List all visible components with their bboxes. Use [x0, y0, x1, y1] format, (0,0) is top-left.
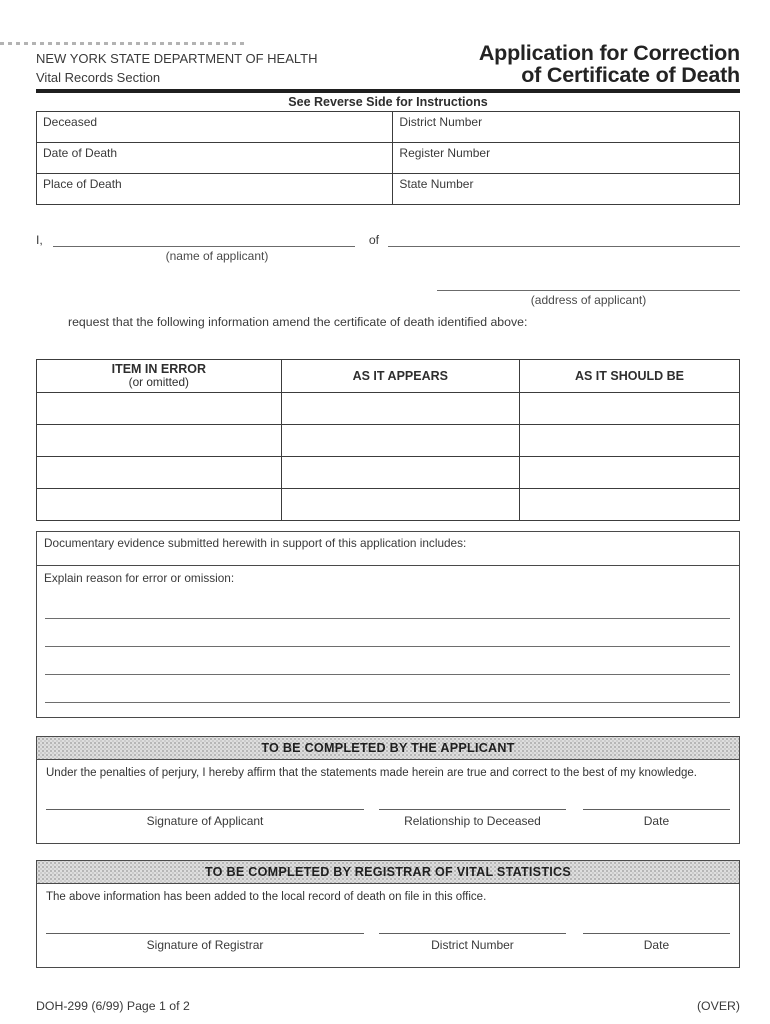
correction-cell[interactable]: [519, 424, 739, 456]
applicant-address-line-2[interactable]: [437, 277, 740, 291]
reason-ruled-line[interactable]: [45, 619, 730, 647]
correction-cell[interactable]: [37, 392, 282, 424]
correction-row: [37, 488, 740, 520]
over-label: (OVER): [696, 998, 740, 1013]
correction-cell[interactable]: [281, 456, 519, 488]
correction-cell[interactable]: [281, 424, 519, 456]
field-label: Deceased: [43, 114, 98, 129]
registrar-district-number-field: [379, 933, 566, 952]
signature-of-registrar-field: [46, 933, 364, 952]
agency-name: NEW YORK STATE DEPARTMENT OF HEALTH: [36, 51, 318, 67]
field-label: Place of Death: [43, 176, 122, 191]
registrar-section-body: [37, 884, 739, 967]
evidence-box: [36, 531, 740, 718]
correction-cell[interactable]: [281, 392, 519, 424]
form-title: [479, 42, 740, 87]
reason-ruled-line[interactable]: [45, 647, 730, 675]
address-caption: (address of applicant): [530, 292, 647, 307]
correction-row: [37, 456, 740, 488]
header-line2: (or omitted): [128, 375, 189, 390]
signature-line[interactable]: [46, 933, 364, 934]
signature-line[interactable]: [583, 809, 730, 810]
field-date-of-death[interactable]: [37, 142, 393, 173]
correction-header-row: [37, 359, 740, 392]
field-register-number[interactable]: [393, 142, 740, 173]
reason-ruled-line[interactable]: [45, 675, 730, 703]
statement-prefix: I,: [36, 232, 43, 247]
documentary-evidence-field[interactable]: [37, 532, 739, 566]
table-row: [37, 142, 740, 173]
signature-of-applicant-field: [46, 809, 364, 828]
correction-cell[interactable]: [519, 392, 739, 424]
signature-label: District Number: [431, 937, 514, 952]
form-footer: [36, 999, 740, 1013]
header-line1: AS IT SHOULD BE: [574, 368, 684, 383]
header-rule: [36, 89, 740, 93]
signature-line[interactable]: [46, 809, 364, 810]
form-header: [36, 42, 740, 87]
header-item-in-error: [37, 359, 282, 392]
registrar-completion-box: [36, 860, 740, 968]
deceased-info-table: [36, 111, 740, 205]
header-as-it-appears: [281, 359, 519, 392]
correction-cell[interactable]: [281, 488, 519, 520]
field-label: District Number: [399, 114, 483, 129]
signature-line[interactable]: [583, 933, 730, 934]
field-label: Date of Death: [43, 145, 118, 160]
registrar-section-header: TO BE COMPLETED BY REGISTRAR OF VITAL STATISTICS: [37, 861, 739, 884]
applicant-completion-box: [36, 736, 740, 844]
correction-row: [37, 424, 740, 456]
field-label: State Number: [399, 176, 474, 191]
applicant-name-line[interactable]: [53, 233, 355, 247]
correction-table: [36, 359, 740, 521]
signature-label: Date: [643, 813, 670, 828]
applicant-address-line-1[interactable]: [388, 233, 740, 247]
registrar-signature-row: [46, 933, 730, 952]
field-district-number[interactable]: [393, 111, 740, 142]
agency-section: Vital Records Section: [36, 69, 161, 85]
applicant-signature-row: [46, 809, 730, 828]
form-title-line2: of Certificate of Death: [521, 63, 740, 88]
applicant-statement: [36, 233, 740, 329]
correction-cell[interactable]: [37, 488, 282, 520]
applicant-section-header: TO BE COMPLETED BY THE APPLICANT: [37, 737, 739, 760]
header-line1: AS IT APPEARS: [352, 368, 448, 383]
correction-cell[interactable]: [37, 424, 282, 456]
correction-cell[interactable]: [519, 456, 739, 488]
reason-label: Explain reason for error or omission:: [44, 570, 235, 585]
field-deceased[interactable]: [37, 111, 393, 142]
request-text: request that the following information amend the certificate of death identified above:: [68, 314, 528, 329]
header-as-it-should-be: [519, 359, 739, 392]
applicant-date-field: [583, 809, 730, 828]
field-label: Register Number: [399, 145, 491, 160]
correction-row: [37, 392, 740, 424]
field-state-number[interactable]: [393, 173, 740, 204]
relationship-to-deceased-field: [379, 809, 566, 828]
reason-ruled-line[interactable]: [45, 591, 730, 619]
signature-label: Date: [643, 937, 670, 952]
documentary-evidence-label: Documentary evidence submitted herewith in support of this application includes:: [44, 535, 467, 550]
form-number: DOH-299 (6/99) Page 1 of 2: [36, 998, 190, 1013]
applicant-section-body: [37, 760, 739, 843]
signature-label: Signature of Applicant: [146, 813, 264, 828]
signature-label: Signature of Registrar: [146, 937, 264, 952]
perjury-affirmation-text: Under the penalties of perjury, I hereby affirm that the statements made herein are true and correct to the best of my knowledge.: [46, 766, 697, 779]
registrar-date-field: [583, 933, 730, 952]
form-page: [0, 42, 770, 1013]
agency-block: [36, 50, 317, 86]
reason-field: [37, 566, 739, 717]
of-label: of: [368, 232, 380, 247]
header-line1: ITEM IN ERROR: [111, 361, 207, 376]
table-row: [37, 173, 740, 204]
field-place-of-death[interactable]: [37, 173, 393, 204]
form-title-line1: Application for Correction: [478, 41, 740, 65]
correction-cell[interactable]: [37, 456, 282, 488]
registrar-statement-text: The above information has been added to the local record of death on file in this office.: [46, 890, 487, 903]
signature-line[interactable]: [379, 933, 566, 934]
name-caption: (name of applicant): [165, 248, 269, 263]
table-row: [37, 111, 740, 142]
signature-label: Relationship to Deceased: [404, 813, 541, 828]
correction-cell[interactable]: [519, 488, 739, 520]
signature-line[interactable]: [379, 809, 566, 810]
instructions-note: See Reverse Side for Instructions: [288, 94, 488, 109]
